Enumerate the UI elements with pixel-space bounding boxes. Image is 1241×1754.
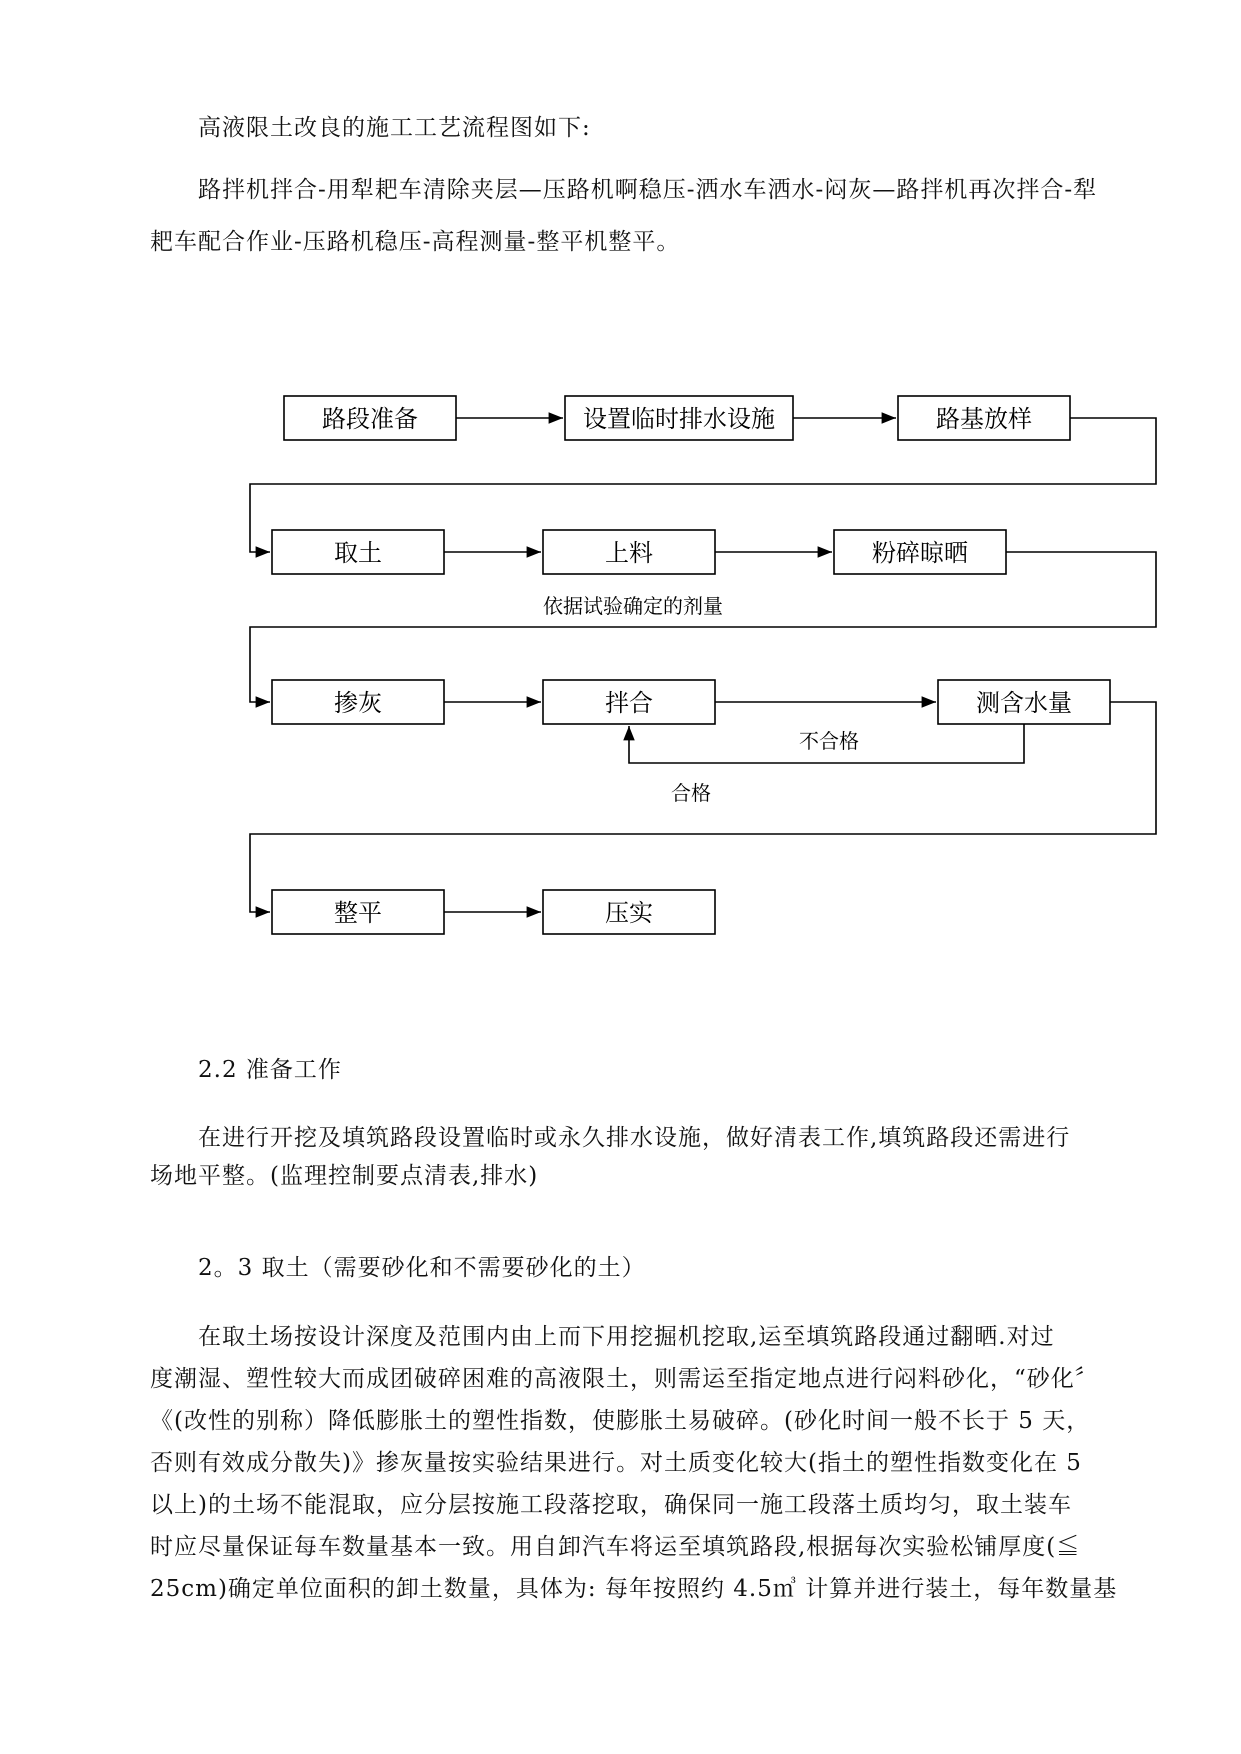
label-leveling: 整平 xyxy=(334,899,382,927)
label-subgrade-stakeout: 路基放样 xyxy=(936,405,1032,433)
intro-heading: 高液限土改良的施工工艺流程图如下: xyxy=(198,115,591,141)
label-fail: 不合格 xyxy=(799,729,859,753)
label-borrow-soil: 取土 xyxy=(334,539,382,567)
label-crush-dry: 粉碎晾晒 xyxy=(872,539,968,567)
label-road-section-prep: 路段准备 xyxy=(322,405,418,433)
label-moisture-test: 测含水量 xyxy=(976,689,1072,717)
section-2-3-body: 在取土场按设计深度及范围内由上而下用挖掘机挖取,运至填筑路段通过翻晒.对过 度潮湿、塑性较大而成团破碎困难的高液限土，则需运至指定地点进行闷料砂化，“砂化〞 《(改性的别称）降低膨胀土的塑性指数，使膨胀土易破碎。(砂化时间一般不长于 5 天， 否则有效成分散失)》掺灰量按实验结果进行。对土质变化较大(指土的塑性指数变化在 5 以上)的土场不能混取，应分层按施工段落挖取，确保同一施工段落土质均匀，取土装车 时应尽量保证每车数量基本一致。用自卸汽车将运至填筑路段,根据每次实验松铺厚度(≦ 25cm)确定单位面积的卸土数量，具体为: 每年按照约 4.5㎥ 计算并进行装土，每年数量基 xyxy=(150,1324,1118,1602)
note-dosage: 依据试验确定的剂量 xyxy=(543,594,723,618)
label-compaction: 压实 xyxy=(605,899,653,927)
section-2-2-body: 在进行开挖及填筑路段设置临时或永久排水设施，做好清表工作,填筑路段还需进行 场地平整。(监理控制要点清表,排水) xyxy=(150,1125,1071,1189)
label-mixing: 拌合 xyxy=(605,689,653,717)
label-temp-drainage: 设置临时排水设施 xyxy=(583,405,775,433)
section-2-3-title: 2。3 取土（需要砂化和不需要砂化的土） xyxy=(198,1255,646,1281)
section-2-2-title: 2.2 准备工作 xyxy=(198,1057,342,1083)
label-add-lime: 掺灰 xyxy=(334,689,382,717)
label-load-material: 上料 xyxy=(605,539,653,567)
process-description: 路拌机拌合-用犁耙车清除夹层—压路机啊稳压-洒水车洒水-闷灰—路拌机再次拌合-犁 耙车配合作业-压路机稳压-高程测量-整平机整平。 xyxy=(150,177,1098,255)
label-pass: 合格 xyxy=(671,781,711,805)
